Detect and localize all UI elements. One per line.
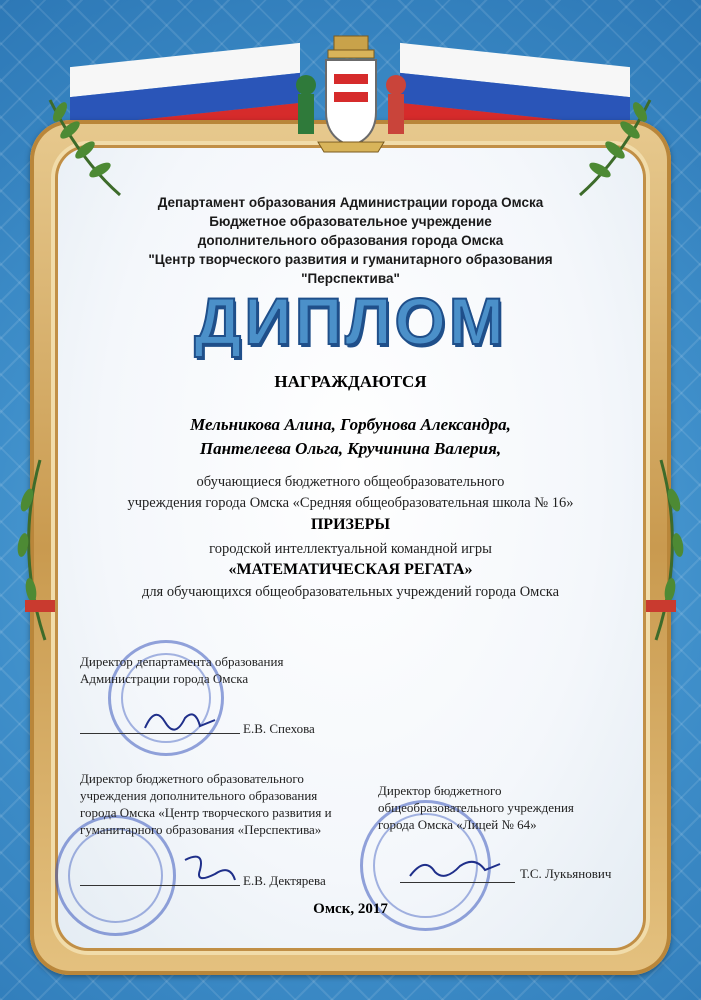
center-title-line-2: учреждения дополнительного образования — [80, 788, 318, 803]
lyceum-title-line-1: Директор бюджетного — [378, 783, 502, 798]
school-line-2: учреждения города Омска «Средняя общеобразовательная школа № 16» — [127, 495, 574, 511]
names-line-2: Пантелеева Ольга, Кручинина Валерия, — [199, 439, 502, 458]
header-block — [0, 193, 701, 288]
lyceum-title-line-2: общеобразовательного учреждения — [378, 800, 574, 815]
center-signatory-title — [80, 770, 332, 838]
header-line-5: "Перспектива" — [301, 271, 400, 286]
center-signatory-name: Е.В. Дектярева — [243, 873, 326, 888]
footer-place-year: Омск, 2017 — [313, 901, 388, 917]
lyceum-title-line-3: города Омска «Лицей № 64» — [378, 817, 537, 832]
header-line-3: дополнительного образования города Омска — [197, 233, 504, 248]
lyceum-signatory-name: Т.С. Лукьянович — [520, 866, 612, 881]
header-line-2: Бюджетное образовательное учреждение — [209, 214, 492, 229]
event-name: «МАТЕМАТИЧЕСКАЯ РЕГАТА» — [228, 561, 473, 578]
school-text — [0, 472, 701, 514]
school-line-1: обучающиеся бюджетного общеобразовательного — [196, 474, 505, 490]
dept-signature-icon — [140, 700, 220, 736]
event-line-1: городской интеллектуальной командной игры — [209, 541, 492, 557]
center-title-line-4: гуманитарного образования «Перспектива» — [80, 822, 322, 837]
laurel-branch-top-left-icon — [40, 90, 130, 200]
lyceum-signatory-title — [378, 782, 574, 833]
dept-signatory-title — [80, 653, 283, 687]
diploma-title: ДИПЛОМ — [194, 284, 507, 358]
lyceum-signature-icon — [405, 852, 505, 884]
status-label: ПРИЗЕРЫ — [310, 516, 391, 533]
center-signature-icon — [180, 850, 240, 886]
center-title-line-3: города Омска «Центр творческого развития и — [80, 805, 332, 820]
header-line-4: "Центр творческого развития и гуманитарного образования — [148, 252, 553, 267]
awardee-names — [0, 413, 701, 461]
awarded-label: НАГРАЖДАЮТСЯ — [274, 372, 427, 391]
names-line-1: Мельникова Алина, Горбунова Александра, — [190, 415, 511, 434]
header-line-1: Департамент образования Администрации города Омска — [157, 195, 544, 210]
dept-signatory-name: Е.В. Спехова — [243, 721, 315, 736]
center-title-line-1: Директор бюджетного образовательного — [80, 771, 304, 786]
dept-title-line-1: Директор департамента образования — [80, 654, 284, 669]
laurel-branch-top-right-icon — [570, 90, 660, 200]
dept-title-line-2: Администрации города Омска — [80, 671, 249, 686]
omsk-coat-of-arms-icon — [278, 30, 424, 160]
event-line-2: для обучающихся общеобразовательных учреждений города Омска — [141, 584, 560, 600]
